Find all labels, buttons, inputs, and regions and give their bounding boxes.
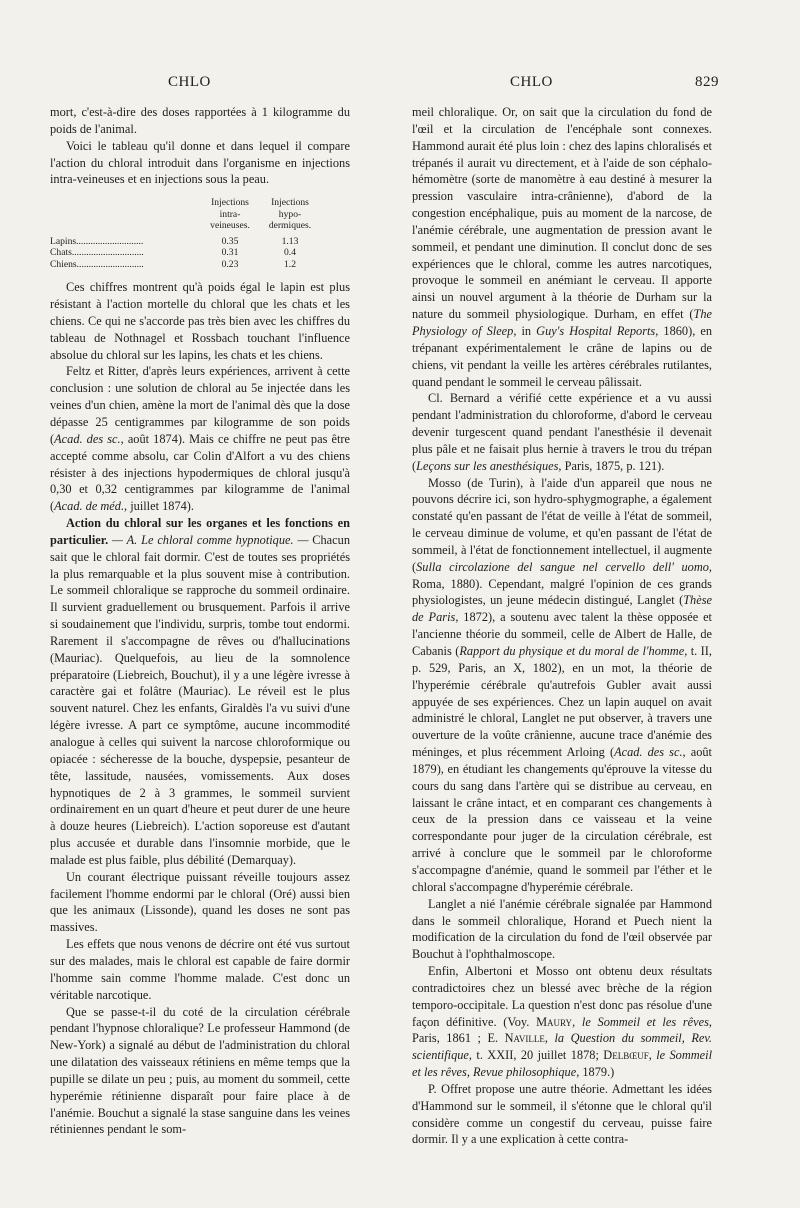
running-head	[0, 74, 800, 96]
subsection-heading: — A. Le chloral comme hypnotique. —	[108, 532, 309, 547]
header-left-title: CHLO	[168, 74, 211, 90]
paragraph: Mosso (de Turin), à l'aide d'un appareil que nous ne pouvons décrire ici, son hydro-sphygmographe, a également constaté qu'en passant de l'état de veille à l'état de sommeil, le cerveau diminue de volume, et qu'en passant de l'état de sommeil, à l'état de fonctionnement intellectuel, il augmente (Sulla circolazione del sangue nel cervello dell' uomo, Roma, 1880). Cependant, malgré l'opinion de ces grands physiologistes, un jeune médecin distingué, Langlet (Thèse de Paris, 1872), a soutenu avec talent la thèse opposée et l'ancienne théorie du sommeil, celle de Albert de Halle, de Cabanis (Rapport du physique et du moral de l'homme, t. II, p. 529, Paris, an X, 1802), en un mot, la théorie de l'hyperémie cérébrale qu'autrefois Gubler avait aussi appuyée de ses expériences. Chez un lapin auquel on avait administré le chloral, Langlet ne put observer, à travers une ouverture de la voûte crânienne, aucune trace d'anémie des méninges, et plus récemment Arloing (Acad. des sc., août 1879), en étudiant les changements qu'éprouve la vitesse du cours du sang dans l'artère qui se distribue au cerveau, en laissant le crâne intact, et en comparant ces changements à ceux de la pression dans ce vaisseau et la veine correspondante pour juger de la circulation cérébrale, est arrivé à conclure que le sommeil par le chloroforme s'accompagne d'anémie, quand le sommeil par l'éther et le chloral s'accompagne d'hyperémie cérébrale.	[412, 475, 712, 894]
table-cell-animal: Lapins............................	[50, 235, 144, 247]
dose-table	[50, 197, 320, 270]
paragraph: Enfin, Albertoni et Mosso ont obtenu deux résultats contradictoires chez un blessé avec brèche de la région temporo-occipitale. La question n'est donc pas résolue d'une façon définitive. (Voy. Maury, le Sommeil et les rêves, Paris, 1861 ; E. Naville, la Question du sommeil, Rev. scientifique, t. XXII, 20 juillet 1878; Delbœuf, le Sommeil et les rêves, Revue philosophique, 1879.)	[412, 964, 713, 1080]
table-row	[50, 247, 320, 259]
paragraph: Que se passe-t-il du coté de la circulation cérébrale pendant l'hypnose chloralique? Le professeur Hammond (de New-York) a signalé au début de l'administration du chloral une dilatation des vaisseaux rétiniens en même temps que la pupille se dilate un peu ; puis, au moment du sommeil, cette hyperémie rétinienne disparaît pour faire place à de l'anémie. Bouchut a signalé la stase sanguine dans les veines rétiniennes pendant le som-	[50, 1004, 350, 1137]
paragraph: meil chloralique. Or, on sait que la circulation du fond de l'œil et la circulation de l'encéphale sont connexes. Hammond aurait été plus loin : chez des lapins chloralisés et trépanés il aurait vu directement, et à l'aide de son céphalo-hémomètre (sorte de manomètre à eau destiné à mesurer la pression vasculaire intra-crânienne), d'abord de la congestion encéphalique, puis au moment de la narcose, de l'anémie cérébrale, une augmentation de pression avant le sommeil, et pendant une diminution. Il conclut donc de ses expériences que le chloral, comme les autres narcotiques, provoque le sommeil en anémiant le cerveau. Il apporte ainsi un nouvel argument à la théorie de Durham sur la nature du sommeil physiologique. Durham, en effet (The Physiology of Sleep, in Guy's Hospital Reports, 1860), en trépanant expérimentalement le crâne de lapins ou de chiens, vit pendant la veille les artères cérébrales rutilantes, quand pendant le sommeil le cerveau pâlissait.	[412, 105, 712, 389]
header-center-title: CHLO	[510, 74, 553, 90]
table-cell-hd: 1.13	[281, 235, 299, 247]
section-heading: Action du chloral sur les organes et les fonctions en particulier.	[50, 516, 350, 547]
paragraph: Un courant électrique puissant réveille toujours assez facilement l'homme endormi par le chloral (Oré) aussi bien que les animaux (Lissonde), quand les doses ne sont pas massives.	[50, 869, 350, 935]
table-cell-animal: Chats..............................	[50, 247, 144, 259]
paragraph: P. Offret propose une autre théorie. Admettant les idées d'Hammond sur le sommeil, il s'étonne que le chloral qu'il considère comme un congestif du cerveau, puisse faire dormir. Il y a une explication à cette contra-	[412, 1081, 712, 1147]
paragraph: Voici le tableau qu'il donne et dans lequel il compare l'action du chloral introduit dans l'organisme en injections intra-veineuses et en injections sous la peau.	[50, 138, 350, 187]
table-cell-iv: 0.23	[221, 258, 239, 270]
page-number: 829	[695, 74, 719, 90]
table-cell-hd: 0.4	[284, 247, 296, 259]
table-row	[50, 236, 320, 248]
paragraph: Cl. Bernard a vérifié cette expérience et a vu aussi pendant l'administration du chloroforme, d'abord le cerveau devenir turgescent quand pendant l'anesthésie il devenait plus pâle et ne faisait plus hernie à travers le trou du trépan (Leçons sur les anesthésiques, Paris, 1875, p. 121).	[412, 391, 712, 473]
table-cell-iv: 0.35	[221, 235, 239, 247]
paragraph: Ces chiffres montrent qu'à poids égal le lapin est plus résistant à l'action mortelle du chloral que les chats et les chiens. Ce qui ne s'accorde pas très bien avec les chiffres du tableau de Nothnagel et Rossbach touchant l'influence absolue du chloral sur les lapins, les chats et les chiens.	[50, 280, 350, 362]
table-header-blank	[50, 197, 200, 236]
section-heading-paragraph: Action du chloral sur les organes et les fonctions en particulier. — A. Le chloral comme hypnotique. — Chacun sait que le chloral fait dormir. C'est de toutes ses propriétés la plus remarquable et la plus souvent mise à contribution. Le sommeil chloralique se rapproche du sommeil ordinaire. Il survient graduellement ou brusquement. Parfois il arrive si soudainement que l'individu, surpris, tombe tout endormi. Rarement il s'accompagne de rêves ou d'hallucinations (Mauriac). Quelquefois, au lieu de la somnolence préparatoire (Liebreich, Bouchut), il y a une légère ivresse à caractère gai et folâtre (Mauriac). Le réveil est le plus souvent naturel. Chez les enfants, Giraldès l'a vu suivi d'une légère ivresse. A part ce symptôme, aucune incommodité analogue à celles qui suivent la narcose chloroformique ou opiacée : sécheresse de la bouche, dyspepsie, pesanteur de tête, lassitude, nausées, vomissements. Aux doses hypnotiques de 2 à 3 grammes, le sommeil survient ordinairement en un quart d'heure et peut durer de une heure à douze heures (Liebreich). L'action soporeuse est d'autant plus accusée et durable dans l'insomnie morbide, que le malade est plus faible, plus débilité (Demarquay).	[50, 516, 350, 867]
table-cell-hd: 1.2	[284, 258, 296, 270]
paragraph: Langlet a nié l'anémie cérébrale signalée par Hammond dans le sommeil chloralique, Horand et Puech nient la modification de la circulation du fond de l'œil observée par Bouchut à l'ophthalmoscope.	[412, 896, 712, 962]
table-header-intravenous: Injections intra-veineuses.	[210, 197, 250, 232]
right-column	[412, 104, 712, 1148]
table-cell-iv: 0.31	[221, 247, 239, 259]
paragraph: mort, c'est-à-dire des doses rapportées à 1 kilogramme du poids de l'animal.	[50, 105, 350, 136]
table-header-hypodermic: Injections hypo-dermiques.	[268, 197, 312, 232]
paragraph: Les effets que nous venons de décrire ont été vus surtout sur des malades, mais le chloral est capable de faire dormir l'homme sain comme l'homme malade. C'est donc un véritable narcotique.	[50, 937, 350, 1002]
paragraph: Feltz et Ritter, d'après leurs expériences, arrivent à cette conclusion : une solution de chloral au 5e injectée dans les veines d'un chien, amène la mort de l'animal dès que la dose dépasse 25 centigrammes par kilogramme de son poids (Acad. des sc., août 1874). Mais ce chiffre ne peut pas être accepté comme absolu, car Colin d'Alfort a vu des chiens résister à des injections hypodermiques de chloral jusqu'à 0,30 et 0,32 centigrammes par kilogramme de l'animal (Acad. de méd., juillet 1874).	[50, 364, 350, 514]
table-row	[50, 259, 320, 271]
table-cell-animal: Chiens............................	[50, 258, 144, 270]
left-column	[50, 104, 350, 1138]
